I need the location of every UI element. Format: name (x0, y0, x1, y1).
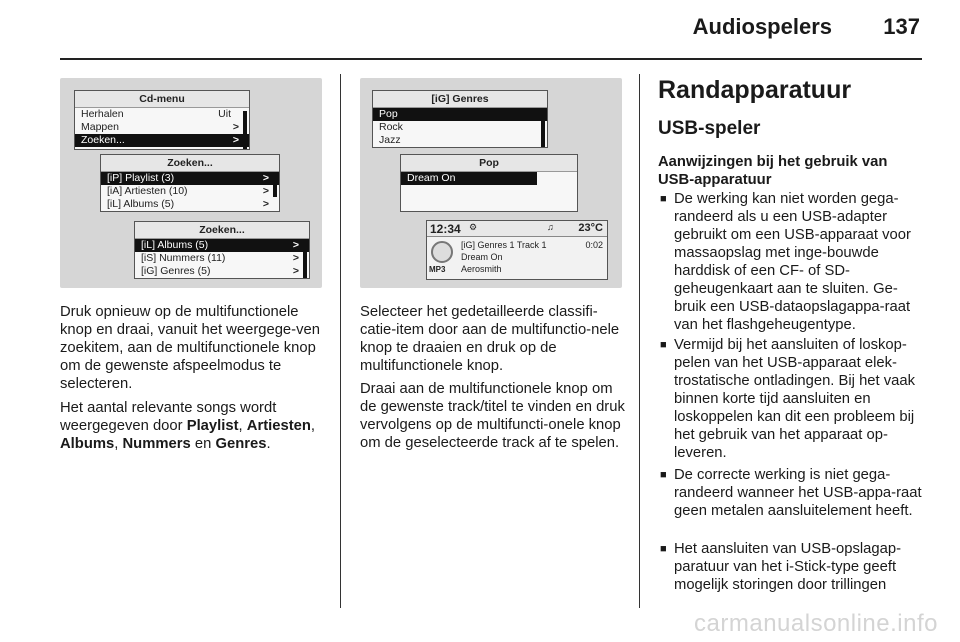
menu-title: Zoeken... (101, 155, 279, 172)
page-number: 137 (883, 14, 920, 39)
menu-item-label: [iL] Albums (5) (107, 198, 175, 210)
bullet-square-icon: ■ (660, 193, 667, 205)
menu-item-pop (373, 108, 547, 121)
paragraph: Het aantal relevante songs wordt weergegeven door Playlist, Artiesten, Albums, Nummers en Genres. (60, 400, 316, 452)
menu-title: [iG] Genres (373, 91, 547, 108)
column-divider (340, 74, 341, 608)
menu-item-nummers (135, 252, 309, 265)
watermark: carmanualsonline.info (694, 610, 938, 637)
term-genres: Genres (215, 436, 267, 452)
menu-item-label: Rock (379, 121, 403, 133)
bullet-text: Vermijd bij het aansluiten of loskop-pelen van het USB-apparaat elek-trostatische ontladingen. Bij het vaak binnen korte tijd aansluiten en loskoppelen kan dit een probleem bij het gebruik van het apparaat op-leveren. (674, 337, 916, 461)
clock: 12:34 (430, 222, 461, 236)
column-divider (639, 74, 640, 608)
menu-item-rock (373, 121, 547, 134)
bullet-item (660, 540, 924, 594)
cd-menu-screenshot (60, 78, 322, 288)
temperature: 23°C (578, 222, 603, 234)
bullet-item (660, 336, 924, 462)
menu-item-albums (135, 239, 309, 252)
scrollbar (273, 173, 277, 197)
chevron-right-icon: > (262, 198, 269, 210)
chevron-right-icon: > (232, 121, 239, 133)
menu-item-label: [iS] Nummers (11) (141, 252, 226, 264)
chevron-right-icon: > (262, 172, 269, 184)
menu-item-label: Jazz (379, 134, 401, 146)
text: Het aantal relevante songs wordt weergegeven door (60, 400, 277, 434)
menu-item-herhalen (75, 108, 249, 121)
paragraph: Draai aan de multifunctionele knop om de gewenste track/titel te vinden en druk vervolgens op de multifuncti-onele knop om de geselecteerde track af te spelen. (360, 381, 625, 451)
term-playlist: Playlist (186, 418, 239, 434)
cd-menu (74, 90, 250, 150)
pop-menu (400, 154, 578, 212)
disc-icon (431, 241, 453, 263)
bullet-item (660, 190, 924, 334)
bullet-square-icon: ■ (660, 339, 667, 351)
bullet-text: De werking kan niet worden gega-randeerd als u een USB-adapter gebruikt om een USB-apparaat voor massaopslag met inge-bouwde harddisk of een CF- of SD-geheugenkaart aan te sluiten. Ge-bruik een USB-dataopslagappa-raat van het flashgeheugentype. (674, 191, 911, 333)
menu-item-label: [iG] Genres (5) (141, 265, 211, 277)
running-header-title: Audiospelers (692, 14, 832, 39)
track-artist: Aerosmith (461, 264, 502, 274)
scrollbar (243, 111, 247, 149)
chevron-right-icon: > (292, 265, 299, 277)
chevron-right-icon: > (262, 185, 269, 197)
bullet-item (660, 466, 924, 520)
track-duration: 0:02 (585, 240, 603, 250)
music-note-icon: ♫ (547, 222, 554, 232)
menu-item-label: [iA] Artiesten (10) (107, 185, 188, 197)
now-playing-display (426, 220, 608, 280)
bullet-square-icon: ■ (660, 543, 667, 555)
zoeken-menu-1 (100, 154, 280, 212)
track-title: Dream On (461, 252, 503, 262)
chevron-right-icon: > (292, 252, 299, 264)
subsection-heading: USB-speler (658, 118, 761, 139)
chevron-right-icon: > (232, 134, 239, 146)
bullet-text: Het aansluiten van USB-opslagap-paratuur van het i-Stick-type geeft mogelijk storingen door trillingen (674, 541, 902, 593)
menu-item-artiesten (101, 185, 279, 198)
menu-title: Zoeken... (135, 222, 309, 239)
zoeken-menu-2 (134, 221, 310, 279)
text: en (194, 436, 212, 452)
menu-item-jazz (373, 134, 547, 147)
menu-item-label: Zoeken... (81, 134, 125, 146)
header-rule (60, 58, 922, 60)
section-heading: Randapparatuur (658, 76, 852, 104)
menu-item-genres (135, 265, 309, 278)
topic-heading: Aanwijzingen bij het gebruik van USB-apparatuur (658, 154, 888, 188)
status-bar (427, 221, 607, 237)
term-artiesten: Artiesten (246, 418, 311, 434)
menu-item-mappen (75, 121, 249, 134)
track-info: [iG] Genres 1 Track 1 (461, 240, 547, 250)
bullet-square-icon: ■ (660, 469, 667, 481)
scrollbar (303, 252, 307, 278)
menu-title: Pop (401, 155, 577, 172)
paragraph: Druk opnieuw op de multifunctionele knop en draai, vanuit het weergege-ven zoekitem, aan de multifunctionele knop om de gewenste afspeelmodus te selecteren. (60, 304, 320, 392)
menu-item-zoeken (75, 134, 249, 147)
term-nummers: Nummers (122, 436, 191, 452)
genres-menu (372, 90, 548, 148)
paragraph: Selecteer het gedetailleerde classifi-catie-item door aan de multifunctio-nele knop te draaien en druk op de multifunctionele knop. (360, 304, 620, 374)
menu-title: Cd-menu (75, 91, 249, 108)
menu-item-label: Dream On (407, 172, 456, 184)
menu-item-label: Pop (379, 108, 398, 120)
menu-item-label: Herhalen (81, 108, 124, 120)
term-albums: Albums (60, 436, 115, 452)
menu-item-dream-on (401, 172, 537, 185)
menu-item-label: [iP] Playlist (3) (107, 172, 175, 184)
settings-icon: ⚙ (469, 222, 478, 232)
menu-item-playlist (101, 172, 279, 185)
menu-item-label: Mappen (81, 121, 119, 133)
format-label: MP3 (429, 265, 446, 274)
menu-item-albums (101, 198, 279, 211)
bullet-text: De correcte werking is niet gega-randeerd wanneer het USB-appa-raat geen metalen aansluitelement heeft. (674, 467, 922, 519)
genres-screenshot (360, 78, 622, 288)
scrollbar (541, 109, 545, 147)
menu-item-value: Uit (218, 108, 231, 120)
chevron-right-icon: > (292, 239, 299, 251)
menu-item-label: [iL] Albums (5) (141, 239, 209, 251)
